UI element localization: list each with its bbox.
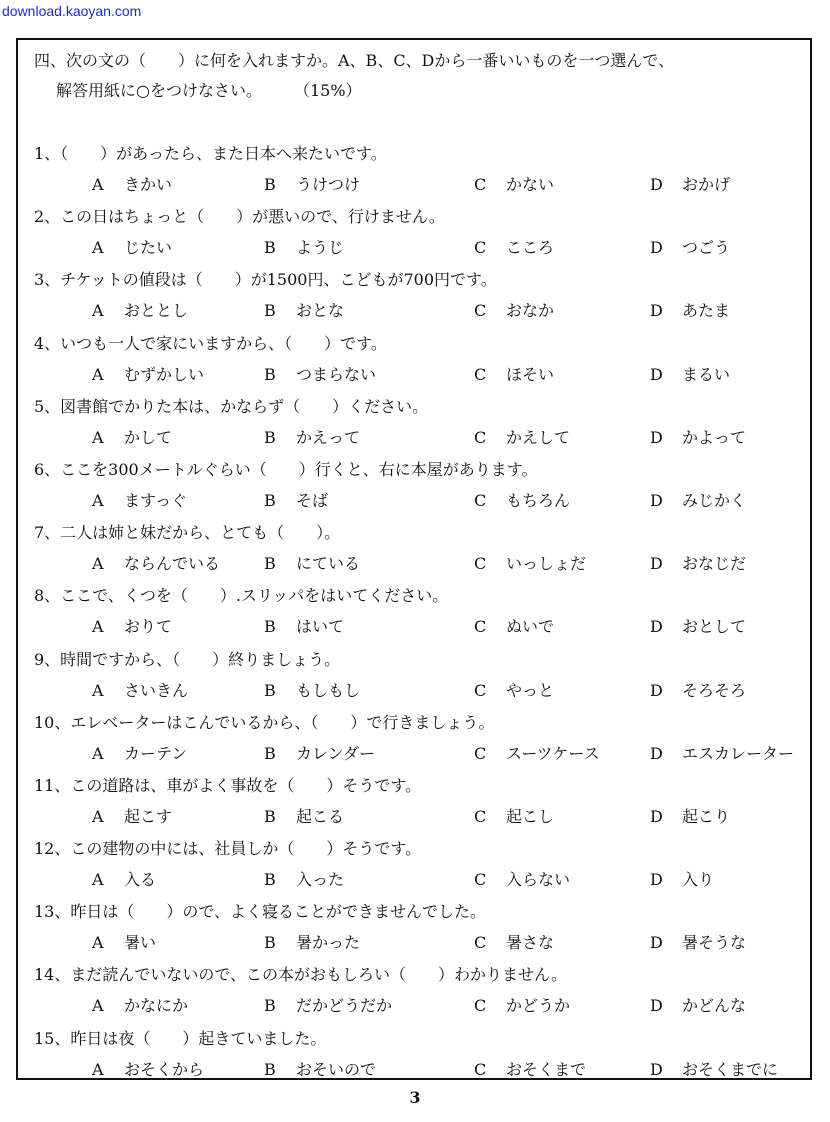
option-letter: C [474, 743, 487, 763]
question-stem: 12、この建物の中には、社員しか（ ）そうです。 [34, 839, 422, 859]
answer-option [474, 169, 554, 200]
option-text: 暑そうな [682, 933, 747, 953]
instruction-line-2 [34, 76, 806, 106]
answer-option [264, 169, 360, 200]
option-text: ぬいで [506, 617, 555, 637]
question-stem: 11、この道路は、車がよく事故を（ ）そうです。 [34, 775, 422, 795]
instruction-text: 解答用紙に○をつけなさい。 [56, 81, 262, 100]
option-letter: C [474, 364, 487, 384]
option-row [34, 485, 814, 516]
question-item [34, 454, 814, 517]
option-letter: B [264, 301, 276, 321]
option-text: カーテン [124, 743, 188, 763]
option-text: 起こる [296, 806, 345, 826]
option-letter: C [474, 996, 487, 1016]
question-stem: 15、昨日は夜（ ）起きていました。 [34, 1028, 327, 1048]
option-text: かえって [296, 427, 361, 447]
answer-option [474, 990, 570, 1021]
answer-option [650, 801, 730, 832]
option-text: きかい [124, 175, 173, 194]
answer-option [474, 675, 554, 706]
option-text: おとして [682, 617, 747, 637]
answer-option [264, 801, 344, 832]
option-text: そろそろ [682, 680, 747, 700]
option-letter: B [264, 364, 276, 384]
question-item [34, 391, 814, 454]
option-letter: A [92, 175, 104, 194]
question-item [34, 1023, 814, 1086]
answer-option [474, 485, 570, 516]
answer-option [474, 548, 586, 579]
option-text: かどんな [682, 996, 747, 1016]
option-text: おそいので [296, 1059, 377, 1079]
option-text: あたま [682, 301, 731, 321]
answer-option [650, 927, 746, 958]
option-letter: B [264, 996, 276, 1016]
option-letter: B [264, 743, 276, 763]
option-text: つまらない [296, 364, 377, 384]
option-text: ようじ [296, 238, 345, 258]
option-letter: A [92, 427, 104, 447]
option-letter: A [92, 1059, 104, 1079]
question-stem: 3、チケットの値段は（ ）が1500円、こどもが700円です。 [34, 270, 497, 290]
question-item [34, 138, 814, 201]
answer-option [650, 232, 730, 263]
option-letter: A [92, 617, 104, 637]
option-letter: A [92, 554, 104, 574]
question-item [34, 644, 814, 707]
answer-option [92, 675, 188, 706]
option-letter: C [474, 554, 487, 574]
option-row [34, 738, 814, 769]
option-text: 起こり [682, 806, 731, 826]
question-item [34, 580, 814, 643]
answer-option [650, 295, 730, 326]
answer-option [264, 359, 376, 390]
option-letter: B [264, 933, 276, 953]
answer-option [92, 295, 188, 326]
answer-option [92, 485, 187, 516]
option-letter: A [92, 870, 104, 890]
option-letter: D [650, 996, 663, 1016]
option-letter: A [92, 680, 104, 700]
option-letter: D [650, 870, 663, 890]
option-letter: D [650, 933, 663, 953]
option-text: ならんでいる [124, 554, 221, 574]
option-row [34, 422, 814, 453]
option-letter: A [92, 743, 104, 763]
option-letter: B [264, 238, 276, 258]
option-text: かどうか [506, 996, 571, 1016]
option-text: おりて [124, 617, 173, 637]
option-row [34, 359, 814, 390]
option-letter: D [650, 301, 663, 321]
option-row [34, 801, 814, 832]
answer-option [92, 548, 220, 579]
question-list [34, 138, 814, 1086]
answer-option [650, 864, 714, 895]
answer-option [264, 422, 360, 453]
question-stem: 13、昨日は（ ）ので、よく寝ることができませんでした。 [34, 902, 487, 922]
option-text: にている [296, 554, 361, 574]
option-text: そば [296, 490, 329, 510]
option-letter: B [264, 806, 276, 826]
option-text: おなか [506, 301, 555, 321]
option-text: スーツケース [506, 743, 600, 763]
answer-option [92, 422, 172, 453]
question-stem: 2、この日はちょっと（ ）が悪いので、行けません。 [34, 207, 445, 227]
answer-option [264, 548, 360, 579]
option-row [34, 548, 814, 579]
question-item [34, 201, 814, 264]
question-item [34, 264, 814, 327]
answer-option [92, 169, 172, 200]
option-text: ますっぐ [124, 490, 188, 510]
option-text: いっしょだ [506, 554, 587, 574]
answer-option [650, 611, 746, 642]
option-text: 暑かった [296, 933, 361, 953]
question-stem: 1、（ ）があったら、また日本へ来たいです。 [34, 144, 387, 163]
option-letter: D [650, 680, 663, 700]
watermark-text: download.kaoyan.com [2, 3, 142, 19]
option-text: おなじだ [682, 554, 747, 574]
option-text: おとな [296, 301, 345, 321]
option-text: かえして [506, 427, 571, 447]
answer-option [474, 422, 570, 453]
option-text: むずかしい [124, 364, 205, 384]
question-item [34, 896, 814, 959]
option-letter: A [92, 996, 104, 1016]
answer-option [92, 927, 156, 958]
option-letter: C [474, 175, 487, 194]
option-letter: D [650, 617, 663, 637]
question-stem: 5、図書館でかりた本は、かならず（ ）ください。 [34, 396, 429, 416]
option-letter: C [474, 617, 487, 637]
answer-option [264, 232, 344, 263]
question-stem: 8、ここで、くつを（ ）.スリッパをはいてください。 [34, 586, 449, 606]
answer-option [474, 295, 554, 326]
option-letter: D [650, 175, 663, 194]
answer-option [474, 738, 600, 769]
question-stem: 6、ここを300メートルぐらい（ ）行くと、右に本屋があります。 [34, 459, 538, 479]
option-letter: C [474, 301, 487, 321]
score-label: （15%） [301, 81, 362, 100]
option-letter: B [264, 1059, 276, 1079]
answer-option [474, 927, 554, 958]
option-text: 入った [296, 870, 345, 890]
option-row [34, 864, 814, 895]
option-letter: A [92, 806, 104, 826]
instruction-line-1: 四、次の文の（ ）に何を入れますか。A、B、C、Dから一番いいものを一つ選んで、 [34, 51, 675, 70]
question-stem: 4、いつも一人で家にいますから、（ ）です。 [34, 333, 387, 353]
answer-option [474, 801, 554, 832]
option-text: もしもし [296, 680, 361, 700]
answer-option [650, 169, 730, 200]
option-letter: D [650, 1059, 663, 1079]
option-letter: C [474, 680, 487, 700]
answer-option [92, 1054, 204, 1085]
answer-option [474, 359, 554, 390]
option-letter: B [264, 680, 276, 700]
option-text: つごう [682, 238, 731, 258]
option-text: 入り [682, 870, 715, 890]
answer-option [264, 611, 344, 642]
answer-option [650, 485, 746, 516]
answer-option [264, 295, 344, 326]
answer-option [474, 1054, 586, 1085]
question-frame [16, 38, 812, 1080]
option-text: まるい [682, 364, 731, 384]
option-text: 入る [124, 870, 157, 890]
answer-option [650, 359, 730, 390]
option-letter: B [264, 617, 276, 637]
question-stem: 7、二人は姉と妹だから、とても（ ）。 [34, 523, 341, 543]
option-text: かなにか [124, 996, 189, 1016]
option-text: おそくまでに [682, 1059, 779, 1079]
answer-option [650, 1054, 778, 1085]
answer-option [92, 990, 188, 1021]
section-instructions [34, 46, 806, 106]
answer-option [92, 864, 156, 895]
option-letter: B [264, 554, 276, 574]
answer-option [650, 422, 746, 453]
answer-option [474, 232, 554, 263]
option-letter: B [264, 490, 276, 510]
answer-option [264, 990, 392, 1021]
answer-option [650, 675, 746, 706]
option-letter: B [264, 175, 276, 194]
answer-option [92, 611, 172, 642]
option-letter: C [474, 806, 487, 826]
answer-option [474, 611, 554, 642]
option-text: さいきん [124, 680, 189, 700]
option-letter: C [474, 490, 487, 510]
option-letter: C [474, 427, 487, 447]
option-text: エスカレーター [682, 743, 795, 763]
answer-option [92, 359, 204, 390]
option-row [34, 611, 814, 642]
answer-option [650, 990, 746, 1021]
answer-option [92, 801, 172, 832]
option-text: 暑い [124, 933, 157, 953]
option-text: こころ [506, 238, 555, 258]
question-item [34, 770, 814, 833]
option-letter: D [650, 743, 663, 763]
option-text: もちろん [506, 490, 571, 510]
option-text: 起こす [124, 806, 173, 826]
option-letter: D [650, 806, 663, 826]
option-letter: A [92, 933, 104, 953]
option-letter: A [92, 490, 104, 510]
option-text: 入らない [506, 870, 571, 890]
option-text: はいて [296, 617, 345, 637]
option-letter: D [650, 554, 663, 574]
question-item [34, 959, 814, 1022]
option-text: ほそい [506, 364, 555, 384]
answer-option [264, 1054, 376, 1085]
option-letter: C [474, 238, 487, 258]
option-row [34, 232, 814, 263]
option-letter: A [92, 238, 104, 258]
question-item [34, 833, 814, 896]
option-row [34, 990, 814, 1021]
page-number: 3 [409, 1088, 421, 1107]
option-text: じたい [124, 238, 173, 258]
option-text: かよって [682, 427, 747, 447]
option-letter: D [650, 364, 663, 384]
question-stem: 9、時間ですから、（ ）終りましょう。 [34, 649, 341, 669]
question-item [34, 517, 814, 580]
question-stem: 10、エレベーターはこんでいるから、（ ）で行きましょう。 [34, 712, 495, 732]
option-text: やっと [506, 680, 555, 700]
option-text: 起こし [506, 806, 555, 826]
question-item [34, 328, 814, 391]
option-row [34, 1054, 814, 1085]
answer-option [650, 738, 794, 769]
question-item [34, 707, 814, 770]
option-letter: B [264, 427, 276, 447]
answer-option [92, 232, 172, 263]
answer-option [92, 738, 187, 769]
option-text: おかげ [682, 175, 731, 194]
option-letter: D [650, 238, 663, 258]
option-text: カレンダー [296, 743, 375, 763]
option-row [34, 295, 814, 326]
option-text: みじかく [682, 490, 747, 510]
option-text: うけつけ [296, 175, 361, 194]
option-letter: B [264, 870, 276, 890]
option-text: おととし [124, 301, 189, 321]
option-letter: A [92, 301, 104, 321]
option-row [34, 927, 814, 958]
question-stem: 14、まだ読んでいないので、この本がおもしろい（ ）わかりません。 [34, 965, 568, 985]
option-letter: C [474, 1059, 487, 1079]
option-letter: A [92, 364, 104, 384]
option-letter: D [650, 427, 663, 447]
option-text: かない [506, 175, 555, 194]
option-letter: C [474, 870, 487, 890]
answer-option [264, 485, 328, 516]
answer-option [264, 675, 360, 706]
answer-option [264, 927, 360, 958]
option-row [34, 169, 814, 200]
option-text: かして [124, 427, 173, 447]
answer-option [650, 548, 746, 579]
option-text: 暑さな [506, 933, 555, 953]
option-letter: C [474, 933, 487, 953]
option-letter: D [650, 490, 663, 510]
answer-option [474, 864, 570, 895]
answer-option [264, 864, 344, 895]
option-text: おそくから [124, 1059, 205, 1079]
option-text: おそくまで [506, 1059, 587, 1079]
option-text: だかどうだか [296, 996, 393, 1016]
option-row [34, 675, 814, 706]
answer-option [264, 738, 375, 769]
